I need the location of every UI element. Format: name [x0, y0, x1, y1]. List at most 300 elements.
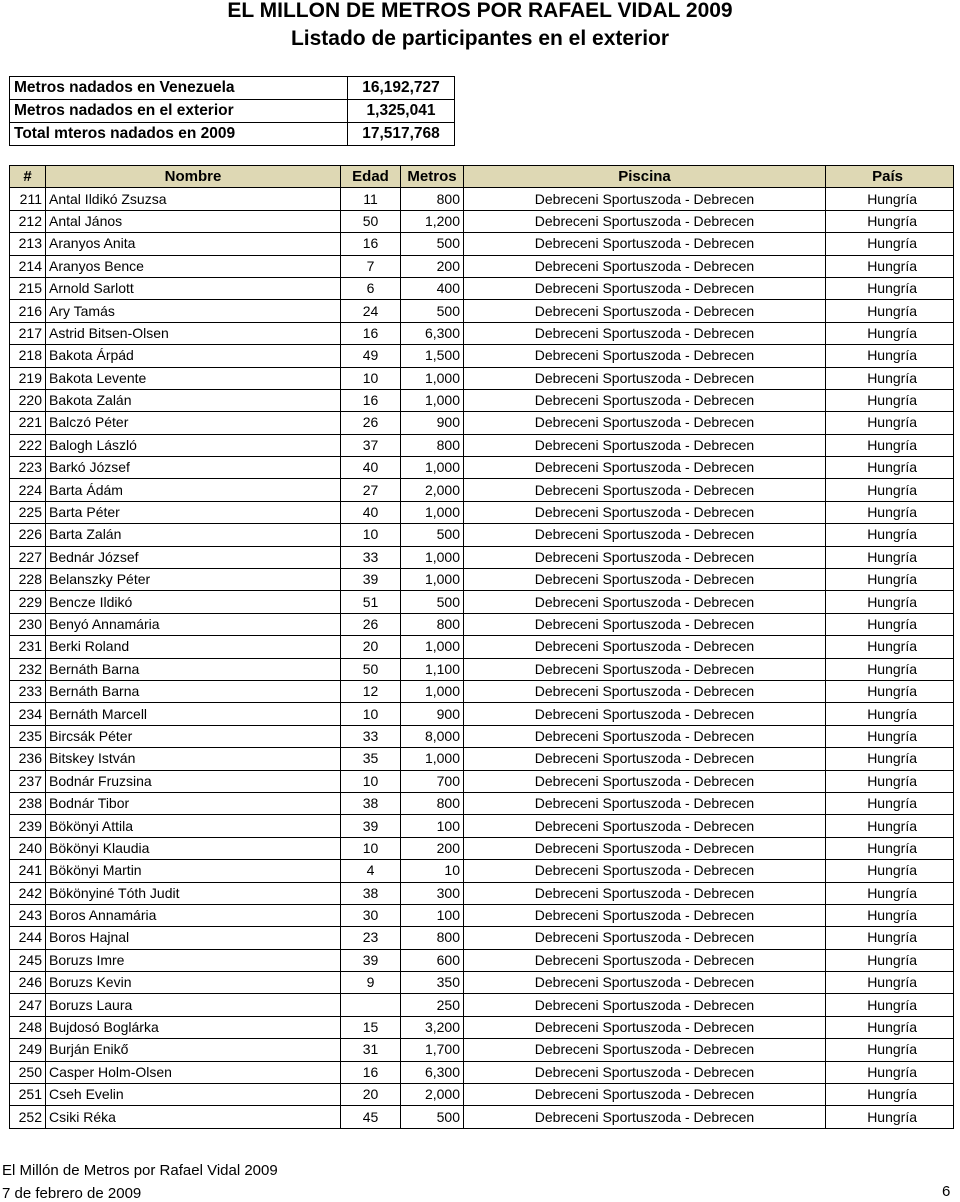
cell-pool: Debreceni Sportuszoda - Debrecen — [464, 994, 826, 1016]
cell-country: Hungría — [826, 748, 954, 770]
cell-country: Hungría — [826, 345, 954, 367]
cell-pool: Debreceni Sportuszoda - Debrecen — [464, 546, 826, 568]
table-row — [10, 680, 954, 702]
cell-meters: 800 — [401, 613, 464, 635]
cell-country: Hungría — [826, 255, 954, 277]
cell-country: Hungría — [826, 389, 954, 411]
cell-country: Hungría — [826, 1084, 954, 1106]
cell-name: Barta Zalán — [46, 524, 341, 546]
cell-meters: 6,300 — [401, 322, 464, 344]
summary-value: 1,325,041 — [348, 100, 455, 123]
cell-meters: 1,000 — [401, 389, 464, 411]
cell-age: 49 — [341, 345, 401, 367]
cell-number: 251 — [10, 1084, 46, 1106]
document-subtitle: Listado de participantes en el exterior — [290, 27, 670, 50]
cell-country: Hungría — [826, 524, 954, 546]
cell-age: 23 — [341, 927, 401, 949]
cell-age: 16 — [341, 1061, 401, 1083]
cell-meters: 500 — [401, 300, 464, 322]
table-row — [10, 1061, 954, 1083]
cell-number: 241 — [10, 860, 46, 882]
cell-pool: Debreceni Sportuszoda - Debrecen — [464, 479, 826, 501]
cell-name: Bökönyi Attila — [46, 815, 341, 837]
cell-pool: Debreceni Sportuszoda - Debrecen — [464, 703, 826, 725]
cell-number: 227 — [10, 546, 46, 568]
cell-pool: Debreceni Sportuszoda - Debrecen — [464, 1084, 826, 1106]
cell-pool: Debreceni Sportuszoda - Debrecen — [464, 255, 826, 277]
cell-country: Hungría — [826, 770, 954, 792]
summary-row — [10, 123, 455, 146]
cell-country: Hungría — [826, 479, 954, 501]
table-row — [10, 300, 954, 322]
cell-meters: 1,000 — [401, 636, 464, 658]
cell-name: Barta Ádám — [46, 479, 341, 501]
cell-name: Bökönyiné Tóth Judit — [46, 882, 341, 904]
cell-name: Bakota Zalán — [46, 389, 341, 411]
cell-number: 247 — [10, 994, 46, 1016]
cell-age: 4 — [341, 860, 401, 882]
cell-pool: Debreceni Sportuszoda - Debrecen — [464, 972, 826, 994]
cell-name: Belanszky Péter — [46, 569, 341, 591]
cell-pool: Debreceni Sportuszoda - Debrecen — [464, 949, 826, 971]
cell-country: Hungría — [826, 300, 954, 322]
table-row — [10, 748, 954, 770]
cell-country: Hungría — [826, 1061, 954, 1083]
table-body — [10, 188, 954, 1128]
cell-age: 24 — [341, 300, 401, 322]
table-row — [10, 972, 954, 994]
cell-number: 248 — [10, 1016, 46, 1038]
cell-number: 219 — [10, 367, 46, 389]
cell-age: 33 — [341, 725, 401, 747]
summary-label: Metros nadados en Venezuela — [10, 77, 348, 100]
cell-country: Hungría — [826, 277, 954, 299]
header-number: # — [10, 166, 46, 188]
cell-meters: 1,000 — [401, 546, 464, 568]
cell-meters: 500 — [401, 233, 464, 255]
table-row — [10, 994, 954, 1016]
cell-number: 245 — [10, 949, 46, 971]
cell-country: Hungría — [826, 636, 954, 658]
cell-meters: 3,200 — [401, 1016, 464, 1038]
cell-age: 10 — [341, 770, 401, 792]
cell-pool: Debreceni Sportuszoda - Debrecen — [464, 501, 826, 523]
cell-number: 215 — [10, 277, 46, 299]
cell-country: Hungría — [826, 792, 954, 814]
cell-pool: Debreceni Sportuszoda - Debrecen — [464, 569, 826, 591]
cell-number: 237 — [10, 770, 46, 792]
cell-name: Bitskey István — [46, 748, 341, 770]
cell-pool: Debreceni Sportuszoda - Debrecen — [464, 815, 826, 837]
cell-name: Berki Roland — [46, 636, 341, 658]
cell-name: Aranyos Anita — [46, 233, 341, 255]
cell-age: 26 — [341, 613, 401, 635]
cell-meters: 1,000 — [401, 680, 464, 702]
cell-pool: Debreceni Sportuszoda - Debrecen — [464, 524, 826, 546]
table-row — [10, 524, 954, 546]
cell-age: 38 — [341, 792, 401, 814]
cell-meters: 1,700 — [401, 1039, 464, 1061]
cell-meters: 2,000 — [401, 1084, 464, 1106]
table-row — [10, 479, 954, 501]
table-row — [10, 233, 954, 255]
cell-pool: Debreceni Sportuszoda - Debrecen — [464, 300, 826, 322]
cell-pool: Debreceni Sportuszoda - Debrecen — [464, 927, 826, 949]
cell-country: Hungría — [826, 860, 954, 882]
cell-pool: Debreceni Sportuszoda - Debrecen — [464, 613, 826, 635]
cell-meters: 800 — [401, 434, 464, 456]
cell-country: Hungría — [826, 613, 954, 635]
cell-meters: 600 — [401, 949, 464, 971]
cell-number: 228 — [10, 569, 46, 591]
table-row — [10, 770, 954, 792]
cell-name: Bakota Levente — [46, 367, 341, 389]
cell-name: Antal Ildikó Zsuzsa — [46, 188, 341, 210]
cell-country: Hungría — [826, 546, 954, 568]
summary-value: 16,192,727 — [348, 77, 455, 100]
table-row — [10, 658, 954, 680]
cell-age — [341, 994, 401, 1016]
cell-name: Cseh Evelin — [46, 1084, 341, 1106]
cell-number: 252 — [10, 1106, 46, 1128]
cell-name: Bernáth Barna — [46, 680, 341, 702]
cell-age: 26 — [341, 412, 401, 434]
cell-name: Benyó Annamária — [46, 613, 341, 635]
cell-country: Hungría — [826, 837, 954, 859]
cell-country: Hungría — [826, 703, 954, 725]
cell-name: Bircsák Péter — [46, 725, 341, 747]
cell-pool: Debreceni Sportuszoda - Debrecen — [464, 345, 826, 367]
cell-age: 10 — [341, 703, 401, 725]
cell-country: Hungría — [826, 1106, 954, 1128]
cell-meters: 300 — [401, 882, 464, 904]
table-row — [10, 927, 954, 949]
table-row — [10, 1039, 954, 1061]
cell-country: Hungría — [826, 233, 954, 255]
cell-number: 243 — [10, 904, 46, 926]
cell-pool: Debreceni Sportuszoda - Debrecen — [464, 233, 826, 255]
cell-number: 226 — [10, 524, 46, 546]
cell-pool: Debreceni Sportuszoda - Debrecen — [464, 904, 826, 926]
table-header-row — [10, 166, 954, 188]
cell-age: 27 — [341, 479, 401, 501]
cell-number: 238 — [10, 792, 46, 814]
cell-number: 211 — [10, 188, 46, 210]
table-row — [10, 345, 954, 367]
cell-country: Hungría — [826, 569, 954, 591]
table-row — [10, 501, 954, 523]
header-age: Edad — [341, 166, 401, 188]
cell-country: Hungría — [826, 501, 954, 523]
table-row — [10, 569, 954, 591]
cell-meters: 500 — [401, 1106, 464, 1128]
summary-row — [10, 77, 455, 100]
cell-meters: 700 — [401, 770, 464, 792]
cell-name: Bernáth Marcell — [46, 703, 341, 725]
cell-name: Bodnár Fruzsina — [46, 770, 341, 792]
table-row — [10, 904, 954, 926]
cell-pool: Debreceni Sportuszoda - Debrecen — [464, 389, 826, 411]
cell-name: Csiki Réka — [46, 1106, 341, 1128]
cell-number: 221 — [10, 412, 46, 434]
cell-number: 240 — [10, 837, 46, 859]
cell-meters: 2,000 — [401, 479, 464, 501]
cell-age: 39 — [341, 815, 401, 837]
cell-name: Barta Péter — [46, 501, 341, 523]
cell-country: Hungría — [826, 949, 954, 971]
cell-age: 10 — [341, 367, 401, 389]
cell-name: Boros Hajnal — [46, 927, 341, 949]
cell-pool: Debreceni Sportuszoda - Debrecen — [464, 1039, 826, 1061]
cell-pool: Debreceni Sportuszoda - Debrecen — [464, 188, 826, 210]
cell-meters: 1,000 — [401, 501, 464, 523]
table-row — [10, 636, 954, 658]
header-country: País — [826, 166, 954, 188]
cell-meters: 100 — [401, 815, 464, 837]
cell-country: Hungría — [826, 882, 954, 904]
cell-name: Boruzs Kevin — [46, 972, 341, 994]
cell-pool: Debreceni Sportuszoda - Debrecen — [464, 367, 826, 389]
table-row — [10, 389, 954, 411]
cell-age: 7 — [341, 255, 401, 277]
footer-date: 7 de febrero de 2009 — [2, 1185, 142, 1202]
cell-number: 236 — [10, 748, 46, 770]
table-row — [10, 1106, 954, 1128]
cell-meters: 10 — [401, 860, 464, 882]
table-row — [10, 367, 954, 389]
cell-pool: Debreceni Sportuszoda - Debrecen — [464, 792, 826, 814]
cell-number: 217 — [10, 322, 46, 344]
cell-pool: Debreceni Sportuszoda - Debrecen — [464, 1061, 826, 1083]
table-row — [10, 277, 954, 299]
cell-number: 214 — [10, 255, 46, 277]
cell-age: 20 — [341, 1084, 401, 1106]
cell-pool: Debreceni Sportuszoda - Debrecen — [464, 748, 826, 770]
cell-pool: Debreceni Sportuszoda - Debrecen — [464, 680, 826, 702]
cell-age: 40 — [341, 501, 401, 523]
table-row — [10, 546, 954, 568]
cell-pool: Debreceni Sportuszoda - Debrecen — [464, 636, 826, 658]
cell-name: Boros Annamária — [46, 904, 341, 926]
cell-age: 40 — [341, 457, 401, 479]
cell-country: Hungría — [826, 188, 954, 210]
cell-age: 16 — [341, 233, 401, 255]
cell-age: 39 — [341, 569, 401, 591]
cell-country: Hungría — [826, 994, 954, 1016]
cell-age: 33 — [341, 546, 401, 568]
cell-name: Boruzs Laura — [46, 994, 341, 1016]
cell-name: Bökönyi Klaudia — [46, 837, 341, 859]
cell-meters: 350 — [401, 972, 464, 994]
cell-pool: Debreceni Sportuszoda - Debrecen — [464, 882, 826, 904]
cell-age: 10 — [341, 524, 401, 546]
cell-name: Bakota Árpád — [46, 345, 341, 367]
cell-meters: 800 — [401, 792, 464, 814]
cell-pool: Debreceni Sportuszoda - Debrecen — [464, 770, 826, 792]
cell-age: 15 — [341, 1016, 401, 1038]
cell-pool: Debreceni Sportuszoda - Debrecen — [464, 210, 826, 232]
cell-pool: Debreceni Sportuszoda - Debrecen — [464, 658, 826, 680]
cell-meters: 500 — [401, 524, 464, 546]
cell-age: 12 — [341, 680, 401, 702]
cell-name: Aranyos Bence — [46, 255, 341, 277]
table-row — [10, 882, 954, 904]
cell-number: 244 — [10, 927, 46, 949]
table-row — [10, 434, 954, 456]
cell-number: 231 — [10, 636, 46, 658]
cell-age: 11 — [341, 188, 401, 210]
cell-age: 50 — [341, 658, 401, 680]
table-row — [10, 210, 954, 232]
cell-name: Burján Enikő — [46, 1039, 341, 1061]
table-row — [10, 725, 954, 747]
cell-name: Arnold Sarlott — [46, 277, 341, 299]
cell-country: Hungría — [826, 815, 954, 837]
cell-country: Hungría — [826, 1039, 954, 1061]
cell-number: 222 — [10, 434, 46, 456]
cell-meters: 6,300 — [401, 1061, 464, 1083]
cell-age: 16 — [341, 389, 401, 411]
cell-country: Hungría — [826, 680, 954, 702]
summary-value: 17,517,768 — [348, 123, 455, 146]
cell-country: Hungría — [826, 972, 954, 994]
cell-meters: 200 — [401, 255, 464, 277]
table-row — [10, 860, 954, 882]
table-row — [10, 837, 954, 859]
cell-age: 31 — [341, 1039, 401, 1061]
cell-pool: Debreceni Sportuszoda - Debrecen — [464, 457, 826, 479]
cell-name: Bökönyi Martin — [46, 860, 341, 882]
cell-meters: 800 — [401, 927, 464, 949]
cell-pool: Debreceni Sportuszoda - Debrecen — [464, 322, 826, 344]
document-title: EL MILLON DE METROS POR RAFAEL VIDAL 2009 — [227, 0, 733, 22]
cell-country: Hungría — [826, 412, 954, 434]
cell-name: Balogh László — [46, 434, 341, 456]
cell-number: 246 — [10, 972, 46, 994]
cell-pool: Debreceni Sportuszoda - Debrecen — [464, 725, 826, 747]
cell-meters: 1,000 — [401, 367, 464, 389]
cell-name: Balczó Péter — [46, 412, 341, 434]
cell-age: 37 — [341, 434, 401, 456]
cell-name: Bencze Ildikó — [46, 591, 341, 613]
cell-age: 30 — [341, 904, 401, 926]
cell-country: Hungría — [826, 1016, 954, 1038]
cell-age: 9 — [341, 972, 401, 994]
cell-meters: 1,500 — [401, 345, 464, 367]
table-row — [10, 457, 954, 479]
cell-pool: Debreceni Sportuszoda - Debrecen — [464, 412, 826, 434]
summary-row — [10, 100, 455, 123]
table-row — [10, 703, 954, 725]
cell-number: 230 — [10, 613, 46, 635]
cell-pool: Debreceni Sportuszoda - Debrecen — [464, 1106, 826, 1128]
table-row — [10, 255, 954, 277]
cell-meters: 800 — [401, 188, 464, 210]
cell-country: Hungría — [826, 322, 954, 344]
cell-number: 224 — [10, 479, 46, 501]
table-row — [10, 1084, 954, 1106]
table-row — [10, 412, 954, 434]
header-pool: Piscina — [464, 166, 826, 188]
cell-number: 220 — [10, 389, 46, 411]
cell-name: Bujdosó Boglárka — [46, 1016, 341, 1038]
table-row — [10, 949, 954, 971]
cell-pool: Debreceni Sportuszoda - Debrecen — [464, 591, 826, 613]
cell-age: 45 — [341, 1106, 401, 1128]
cell-number: 235 — [10, 725, 46, 747]
cell-name: Antal János — [46, 210, 341, 232]
cell-number: 229 — [10, 591, 46, 613]
cell-number: 223 — [10, 457, 46, 479]
table-row — [10, 613, 954, 635]
cell-name: Casper Holm-Olsen — [46, 1061, 341, 1083]
cell-number: 232 — [10, 658, 46, 680]
page-number: 6 — [942, 1183, 951, 1200]
cell-meters: 900 — [401, 412, 464, 434]
cell-meters: 1,000 — [401, 457, 464, 479]
cell-pool: Debreceni Sportuszoda - Debrecen — [464, 434, 826, 456]
cell-meters: 100 — [401, 904, 464, 926]
cell-number: 249 — [10, 1039, 46, 1061]
cell-age: 35 — [341, 748, 401, 770]
cell-number: 242 — [10, 882, 46, 904]
cell-country: Hungría — [826, 725, 954, 747]
cell-name: Ary Tamás — [46, 300, 341, 322]
cell-meters: 1,200 — [401, 210, 464, 232]
table-row — [10, 591, 954, 613]
cell-meters: 1,100 — [401, 658, 464, 680]
cell-country: Hungría — [826, 434, 954, 456]
cell-meters: 900 — [401, 703, 464, 725]
cell-meters: 1,000 — [401, 569, 464, 591]
cell-age: 20 — [341, 636, 401, 658]
cell-age: 6 — [341, 277, 401, 299]
cell-number: 212 — [10, 210, 46, 232]
cell-name: Astrid Bitsen-Olsen — [46, 322, 341, 344]
cell-pool: Debreceni Sportuszoda - Debrecen — [464, 1016, 826, 1038]
summary-table — [9, 76, 455, 146]
cell-meters: 200 — [401, 837, 464, 859]
table-row — [10, 188, 954, 210]
table-row — [10, 1016, 954, 1038]
cell-meters: 500 — [401, 591, 464, 613]
cell-country: Hungría — [826, 904, 954, 926]
cell-country: Hungría — [826, 210, 954, 232]
header-name: Nombre — [46, 166, 341, 188]
summary-label: Metros nadados en el exterior — [10, 100, 348, 123]
cell-number: 225 — [10, 501, 46, 523]
cell-country: Hungría — [826, 927, 954, 949]
cell-name: Barkó József — [46, 457, 341, 479]
cell-name: Bodnár Tibor — [46, 792, 341, 814]
cell-number: 234 — [10, 703, 46, 725]
cell-country: Hungría — [826, 367, 954, 389]
cell-meters: 400 — [401, 277, 464, 299]
cell-meters: 1,000 — [401, 748, 464, 770]
cell-age: 38 — [341, 882, 401, 904]
cell-meters: 250 — [401, 994, 464, 1016]
cell-name: Boruzs Imre — [46, 949, 341, 971]
cell-country: Hungría — [826, 658, 954, 680]
cell-number: 213 — [10, 233, 46, 255]
cell-number: 233 — [10, 680, 46, 702]
cell-age: 16 — [341, 322, 401, 344]
table-row — [10, 792, 954, 814]
cell-age: 39 — [341, 949, 401, 971]
cell-age: 51 — [341, 591, 401, 613]
cell-number: 216 — [10, 300, 46, 322]
cell-number: 250 — [10, 1061, 46, 1083]
